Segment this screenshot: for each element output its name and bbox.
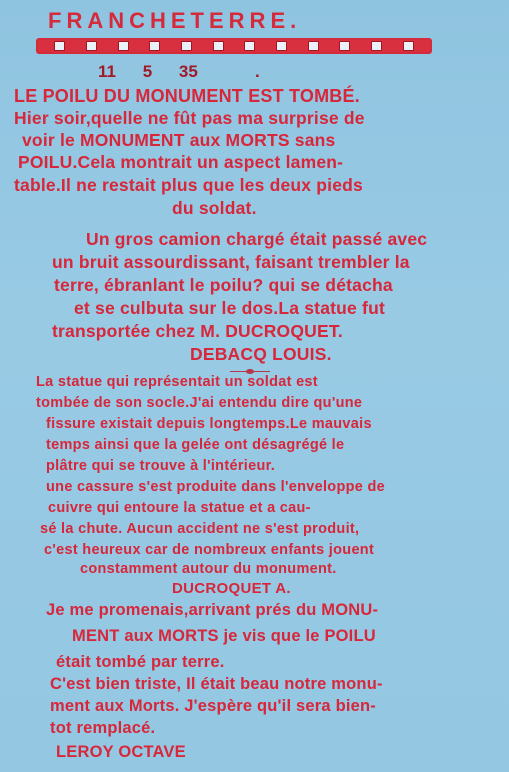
article-1-line: terre, ébranlant le poilu? qui se détacha	[54, 275, 393, 295]
article-1-line: POILU.Cela montrait un aspect lamen-	[18, 152, 344, 172]
article-3-line: ment aux Morts. J'espère qu'il sera bien-	[50, 697, 376, 715]
film-hole	[86, 41, 97, 51]
article-1-line: voir le MONUMENT aux MORTS sans	[22, 130, 336, 150]
article-1-line: un bruit assourdissant, faisant trembler la	[52, 252, 410, 272]
article-1-author: DEBACQ LOUIS.	[190, 344, 332, 364]
article-3-line: était tombé par terre.	[56, 653, 225, 671]
article-3-line: tot remplacé.	[50, 719, 156, 737]
article-1-title: LE POILU DU MONUMENT EST TOMBÉ.	[14, 86, 360, 106]
film-hole	[181, 41, 192, 51]
article-3-line: MENT aux MORTS je vis que le POILU	[72, 627, 376, 645]
article-3-author: LEROY OCTAVE	[56, 743, 186, 761]
article-2-line: une cassure s'est produite dans l'enveloppe de	[46, 479, 385, 495]
article-2-line: sé la chute. Aucun accident ne s'est produit,	[40, 521, 360, 537]
film-hole	[213, 41, 224, 51]
film-hole	[339, 41, 350, 51]
film-hole	[371, 41, 382, 51]
article-1-line: Hier soir,quelle ne fût pas ma surprise de	[14, 108, 365, 128]
article-1-line: et se culbuta sur le dos.La statue fut	[74, 298, 385, 318]
article-3-line: C'est bien triste, Il était beau notre monu-	[50, 675, 383, 693]
article-3-line: Je me promenais,arrivant prés du MONU-	[46, 601, 379, 619]
film-hole	[403, 41, 414, 51]
article-1-line: transportée chez M. DUCROQUET.	[52, 321, 343, 341]
article-2-line: c'est heureux car de nombreux enfants jouent	[44, 542, 375, 558]
article-1-line: Un gros camion chargé était passé avec	[86, 229, 428, 249]
article-2-line: fissure existait depuis longtemps.Le mauvais	[46, 416, 372, 432]
date-month: 5	[142, 62, 153, 81]
masthead-filmstrip-ornament	[36, 38, 432, 54]
film-hole	[149, 41, 160, 51]
film-hole	[118, 41, 129, 51]
date-dot: .	[255, 62, 260, 81]
article-2-line: tombée de son socle.J'ai entendu dire qu'une	[36, 395, 363, 411]
article-2-line: La statue qui représentait un soldat est	[36, 374, 318, 390]
article-1-line: table.Il ne restait plus que les deux pieds	[14, 175, 363, 195]
film-hole	[54, 41, 65, 51]
article-2-line: constamment autour du monument.	[80, 561, 337, 577]
film-hole	[276, 41, 287, 51]
film-hole	[308, 41, 319, 51]
date-year: 35	[178, 62, 198, 81]
article-2-line: cuivre qui entoure la statue et a cau-	[48, 500, 311, 516]
date-day: 11	[98, 62, 116, 81]
article-1-line: du soldat.	[172, 198, 257, 218]
article-2-line: temps ainsi que la gelée ont désagrégé le	[46, 437, 345, 453]
issue-date	[98, 62, 198, 82]
article-2-line: plâtre qui se trouve à l'intérieur.	[46, 458, 276, 474]
masthead-title: FRANCHETERRE.	[48, 8, 302, 33]
article-2-author: DUCROQUET A.	[172, 580, 291, 597]
film-hole	[244, 41, 255, 51]
